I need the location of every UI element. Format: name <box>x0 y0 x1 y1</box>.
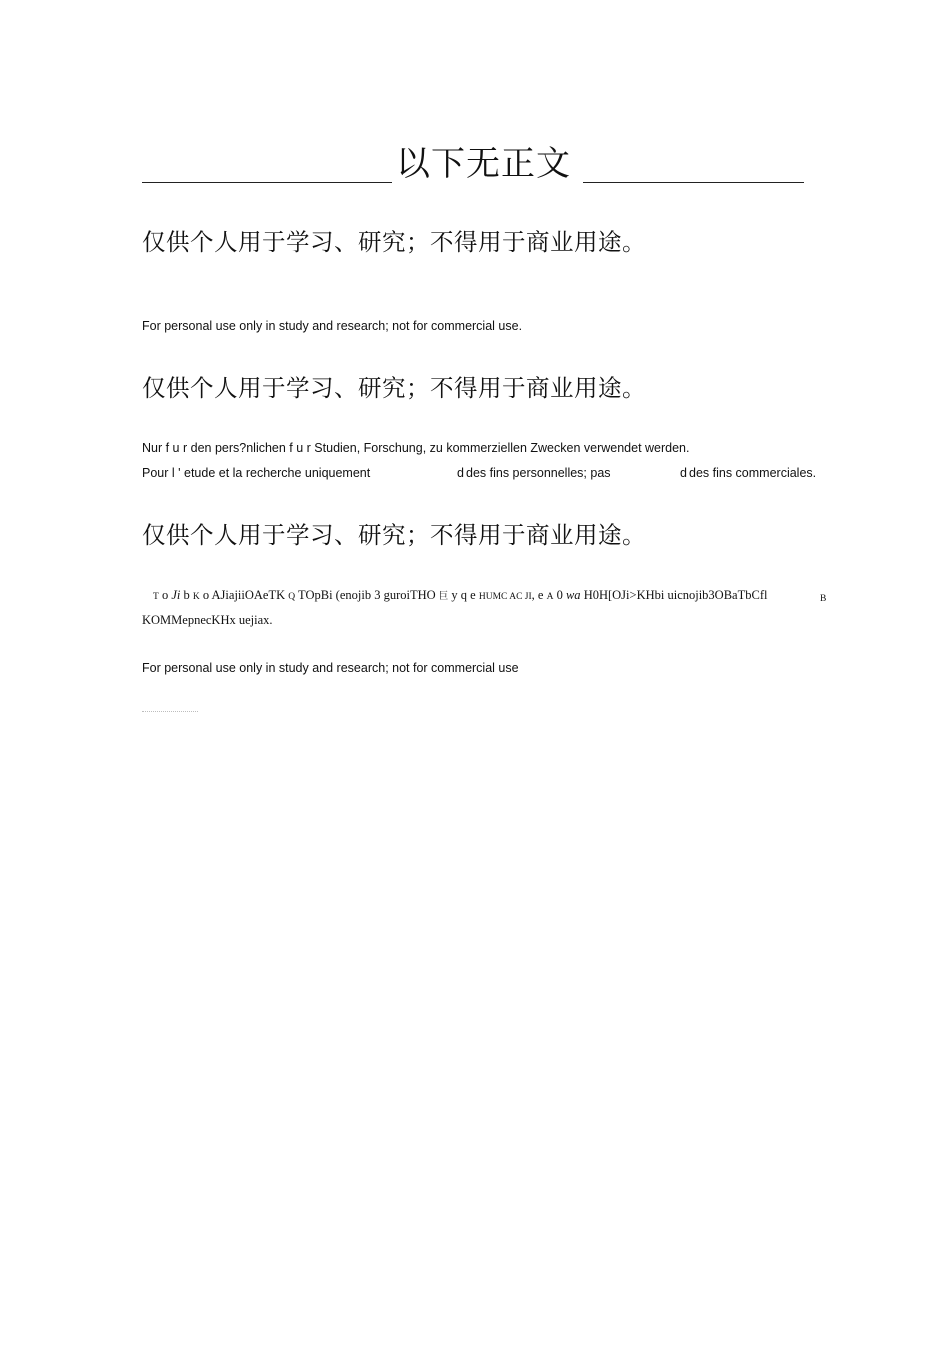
english-notice-1: For personal use only in study and research; not for commercial use. <box>142 319 523 333</box>
heading-rule-right <box>583 182 804 183</box>
german-notice: Nur f u r den pers?nlichen f u r Studien, Forschung, zu kommerziellen Zwecken verwendet werden. <box>142 441 690 455</box>
french-notice-part-2: des fins personnelles; pas <box>466 466 611 480</box>
chinese-notice-2: 仅供个人用于学习、研究；不得用于商业用途。 <box>142 374 646 402</box>
ru-fragment: Q <box>288 592 296 602</box>
russian-notice-line-2: KOMMepnecKHx uejiax. <box>142 613 273 627</box>
ru-fragment: 0 <box>556 588 563 602</box>
chinese-notice-3: 仅供个人用于学习、研究；不得用于商业用途。 <box>142 521 646 549</box>
ru-fragment: 巨 <box>438 591 449 602</box>
french-notice-part-1: Pour l ' etude et la recherche uniquement <box>142 466 371 480</box>
ru-fragment: B <box>820 594 827 604</box>
ru-fragment: o <box>161 588 169 602</box>
ru-fragment: A <box>546 592 554 602</box>
heading-rule-left <box>142 182 392 183</box>
ru-fragment: T <box>153 592 159 602</box>
ru-fragment: HUMC AC JI <box>478 592 532 602</box>
page-heading: 以下无正文 <box>396 144 571 184</box>
ru-fragment: wa <box>565 588 581 602</box>
ru-fragment: o AJiajiiOAeTK <box>202 588 286 602</box>
chinese-notice-1: 仅供个人用于学习、研究；不得用于商业用途。 <box>142 228 646 256</box>
faint-rule <box>142 711 198 712</box>
ru-fragment: Ji <box>171 588 181 602</box>
english-notice-2: For personal use only in study and research; not for commercial use <box>142 661 519 675</box>
ru-fragment: K <box>192 592 200 602</box>
russian-notice-line-1 <box>153 587 767 605</box>
french-notice-part-3: des fins commerciales. <box>689 466 817 480</box>
ru-fragment: b <box>183 588 190 602</box>
ru-fragment: H0H[OJi>KHbi uicnojib3OBaTbCfl <box>583 588 768 602</box>
french-notice-marker-1: d <box>457 466 464 480</box>
ru-fragment: TOpBi (enojib 3 guroiTHO <box>298 588 436 602</box>
french-notice-marker-2: d <box>680 466 687 480</box>
russian-notice-trailing-letter <box>820 589 826 607</box>
ru-fragment: y q e <box>451 588 476 602</box>
ru-fragment: , e <box>531 588 544 602</box>
